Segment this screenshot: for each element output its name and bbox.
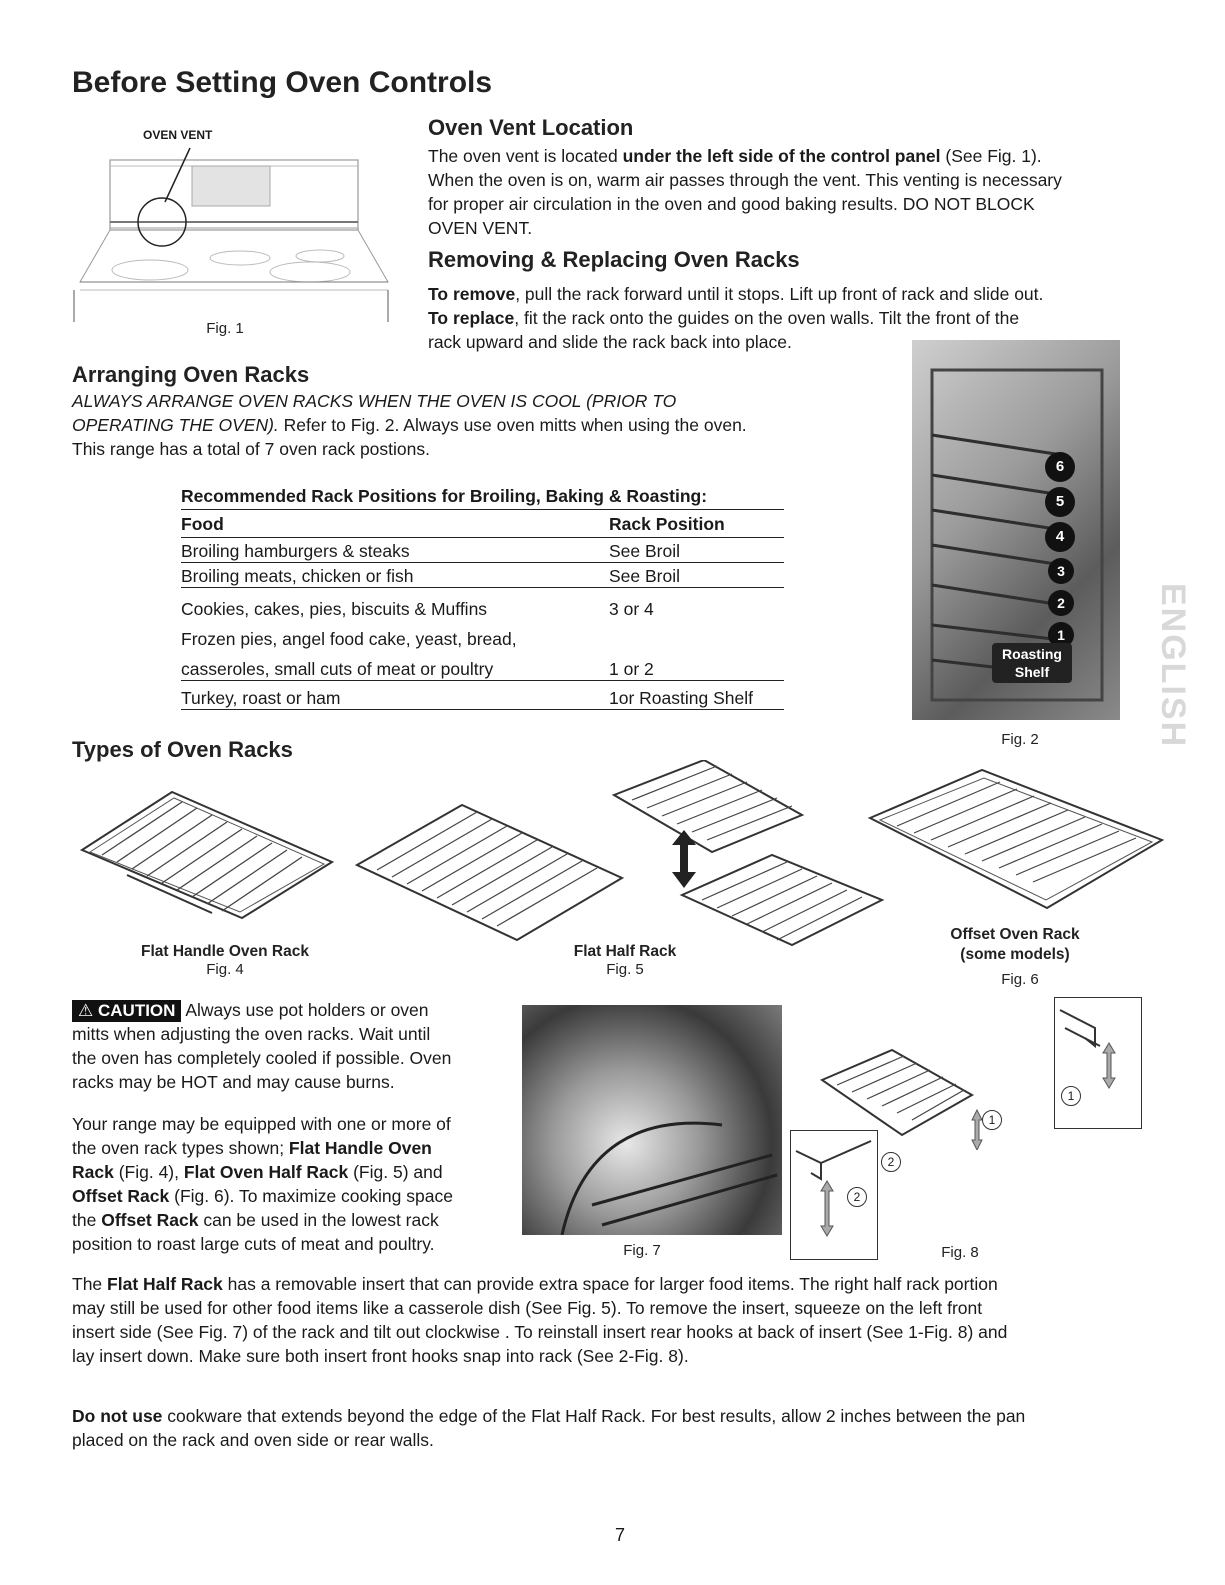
fig4-caption: Fig. 4 (206, 961, 244, 978)
rack-position-1-badge: 1 (1048, 622, 1074, 648)
rack-types-paragraph (72, 1112, 512, 1256)
half-rack-d: lay insert down. Make sure both insert front hooks snap into rack (See 2-Fig. 8). (72, 1346, 689, 1366)
fig5-name: Flat Half Rack (573, 943, 677, 960)
equipped-line-c3: (Fig. 5) and (348, 1162, 443, 1182)
equipped-bold-offset: Offset Rack (72, 1186, 170, 1206)
fig1-caption: Fig. 1 (206, 320, 244, 337)
half-rack-bold: Flat Half Rack (107, 1274, 223, 1294)
oven-vent-label: OVEN VENT (143, 128, 213, 142)
arranging-italic-1: ALWAYS ARRANGE OVEN RACKS WHEN THE OVEN IS COOL (PRIOR TO (72, 391, 677, 411)
oven-vent-text-d: When the oven is on, warm air passes through the vent. This venting is necessary (428, 170, 1062, 190)
fig8-number-2: 2 (881, 1152, 901, 1172)
equipped-line-c: (Fig. 4), (113, 1162, 184, 1182)
table-cell-food: Broiling meats, chicken or fish (181, 566, 414, 586)
fig6-subtitle: (some models) (960, 946, 1070, 963)
half-rack-b: may still be used for other food items like a casserole dish (See Fig. 5). To remove the insert, squeeze on the left front (72, 1298, 983, 1318)
arranging-text (72, 389, 872, 461)
table-row (181, 650, 784, 681)
fig4-name: Flat Handle Oven Rack (141, 943, 309, 960)
oven-vent-text-bold: under the left side of the control panel (622, 146, 941, 166)
do-not-use-b: placed on the rack and oven side or rear walls. (72, 1430, 434, 1450)
equipped-bold-flat-handle: Flat Handle Oven (288, 1138, 432, 1158)
replace-label: To replace (428, 308, 515, 328)
half-rack-paragraph (72, 1272, 1162, 1368)
table-cell-food: Turkey, roast or ham (181, 688, 341, 708)
replace-text: , fit the rack onto the guides on the oven walls. Tilt the front of the (514, 308, 1020, 328)
arranging-section (72, 362, 872, 461)
half-rack-a2: has a removable insert that can provide extra space for larger food items. The right half rack portion (222, 1274, 998, 1294)
table-cell-position: 1 or 2 (609, 659, 654, 679)
fig6-caption: Fig. 6 (1001, 971, 1039, 988)
fig8-inset2-number-2: 2 (847, 1187, 867, 1207)
table-cell-food: casseroles, small cuts of meat or poultry (181, 659, 494, 679)
table-cell-position: 3 or 4 (609, 599, 654, 619)
caution-badge-text: CAUTION (97, 1001, 176, 1020)
equipped-line-f: position to roast large cuts of meat and poultry. (72, 1234, 435, 1254)
fig5-caption: Fig. 5 (606, 961, 644, 978)
rack-position-2-badge: 2 (1048, 590, 1074, 616)
oven-vent-text-c: (See Fig. 1). (940, 146, 1042, 166)
do-not-use-paragraph (72, 1404, 1162, 1452)
caution-line-1: Always use pot holders or oven (181, 1000, 429, 1020)
equipped-line-e: the (72, 1210, 102, 1230)
fig1-illustration (70, 122, 400, 342)
fig7-caption: Fig. 7 (623, 1242, 661, 1259)
table-cell-food: Frozen pies, angel food cake, yeast, bread, (181, 629, 517, 649)
arranging-italic-2: OPERATING THE OVEN). (72, 415, 279, 435)
oven-vent-section (428, 115, 1168, 240)
rack-table-header-position: Rack Position (609, 514, 725, 534)
roasting-shelf-label-2: Shelf (1014, 664, 1050, 680)
equipped-bold-rack: Rack (72, 1162, 114, 1182)
table-cell-position: See Broil (609, 566, 681, 586)
remove-text: , pull the rack forward until it stops. Lift up front of rack and slide out. (515, 284, 1044, 304)
remove-label: To remove (428, 284, 516, 304)
caution-block (72, 998, 512, 1094)
oven-vent-text-f: OVEN VENT. (428, 218, 533, 238)
rack-position-6-badge: 6 (1045, 452, 1075, 482)
arranging-text-2: Refer to Fig. 2. Always use oven mitts when using the oven. (278, 415, 747, 435)
rack-position-4-badge: 4 (1045, 522, 1075, 552)
rack-position-3-badge: 3 (1048, 558, 1074, 584)
table-row (181, 563, 784, 588)
oven-vent-text-e: for proper air circulation in the oven and good baking results. DO NOT BLOCK (428, 194, 1035, 214)
offset-oven-rack-illustration (862, 768, 1172, 918)
fig6-name: Offset Oven Rack (950, 926, 1080, 943)
equipped-bold-offset-2: Offset Rack (101, 1210, 199, 1230)
table-cell-food: Cookies, cakes, pies, biscuits & Muffins (181, 599, 488, 619)
flat-handle-rack-illustration (72, 780, 342, 920)
removing-section (428, 247, 1168, 354)
english-tab-label: ENGLISH (1154, 583, 1192, 749)
table-row (181, 681, 784, 710)
oven-vent-heading: Oven Vent Location (428, 115, 634, 140)
table-row (181, 620, 784, 650)
table-row (181, 588, 784, 621)
table-cell-food: Broiling hamburgers & steaks (181, 541, 410, 561)
removing-heading: Removing & Replacing Oven Racks (428, 247, 800, 272)
equipped-line-a: Your range may be equipped with one or more of (72, 1114, 451, 1134)
table-cell-position: 1or Roasting Shelf (609, 688, 753, 708)
flat-half-rack-illustration (352, 760, 912, 950)
table-row (181, 538, 784, 563)
rack-position-5-badge: 5 (1045, 487, 1075, 517)
equipped-bold-half-rack: Flat Oven Half Rack (183, 1162, 349, 1182)
english-language-tab (1153, 583, 1193, 749)
caution-line-2: mitts when adjusting the oven racks. Wait until (72, 1024, 431, 1044)
replace-text-2: rack upward and slide the rack back into place. (428, 332, 792, 352)
do-not-use-bold: Do not use (72, 1406, 163, 1426)
fig8-inset-2 (790, 1130, 878, 1260)
arranging-text-3: This range has a total of 7 oven rack postions. (72, 439, 430, 459)
roasting-shelf-label (992, 643, 1072, 683)
arranging-heading: Arranging Oven Racks (72, 362, 310, 387)
fig2-photo (912, 340, 1120, 720)
half-rack-c: insert side (See Fig. 7) of the rack and tilt out clockwise . To reinstall insert rear hooks at back of insert (See 1-Fig. 8) and (72, 1322, 1008, 1342)
half-rack-a: The (72, 1274, 108, 1294)
fig8-caption: Fig. 8 (941, 1244, 979, 1261)
fig8-number-1: 1 (982, 1110, 1002, 1130)
fig2-caption: Fig. 2 (1001, 731, 1039, 748)
page-title: Before Setting Oven Controls (72, 66, 493, 99)
roasting-shelf-label-1: Roasting (1002, 646, 1062, 662)
equipped-line-b: the oven rack types shown; (72, 1138, 289, 1158)
table-cell-position (609, 620, 784, 650)
do-not-use-a: cookware that extends beyond the edge of the Flat Half Rack. For best results, allow 2 inches between the pan (162, 1406, 1026, 1426)
rack-positions-table (181, 482, 784, 710)
warning-triangle-icon: ⚠ (78, 1001, 94, 1020)
caution-badge (72, 1000, 181, 1022)
caution-line-3: the oven has completely cooled if possible. Oven (72, 1048, 452, 1068)
fig7-photo (522, 1005, 782, 1235)
page-number: 7 (614, 1525, 625, 1545)
fig8-inset-1 (1054, 997, 1142, 1129)
types-heading: Types of Oven Racks (72, 737, 293, 762)
equipped-line-e2: can be used in the lowest rack (198, 1210, 439, 1230)
fig8-inset1-number-1: 1 (1061, 1086, 1081, 1106)
rack-table-title: Recommended Rack Positions for Broiling, Baking & Roasting: (181, 486, 708, 506)
table-cell-position: See Broil (609, 541, 681, 561)
caution-line-4: racks may be HOT and may cause burns. (72, 1072, 395, 1092)
equipped-line-d: (Fig. 6). To maximize cooking space (169, 1186, 453, 1206)
oven-vent-text-a: The oven vent is located (428, 146, 623, 166)
rack-table-header-food: Food (181, 514, 224, 534)
oven-vent-text (428, 144, 1168, 240)
